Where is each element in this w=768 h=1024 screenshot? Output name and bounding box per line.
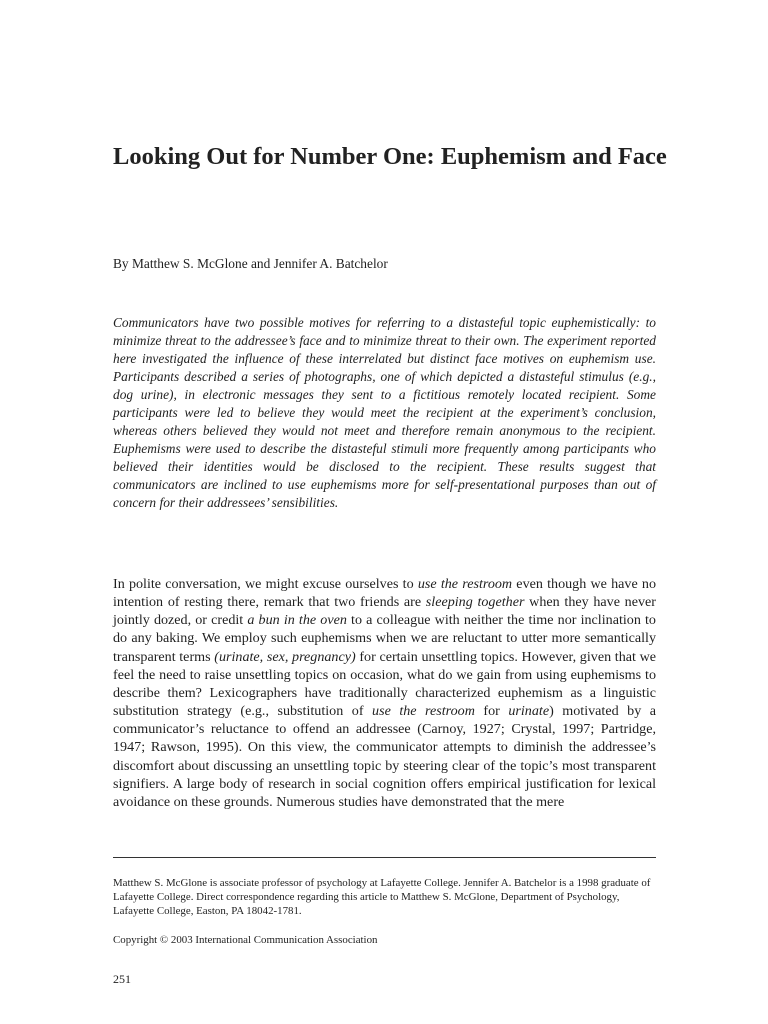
body-text-segment: for certain unsettling topics. However, given that we feel the need to raise unsettling topics on occasion, what do we gain from using euphemisms to describe them? Lexicographers have traditionally characterized euphemism as a linguistic substitution strategy (e.g., substitution of bbox=[113, 648, 657, 720]
abstract: Communicators have two possible motives for referring to a distasteful topic euphemistically: to minimize threat to the addressee’s face and to minimize threat to their own. The experiment reported here investigated the influence of these interrelated but distinct face motives on euphemism use. Participants described a series of photographs, one of which depicted a distasteful stimulus (e.g., dog urine), in electronic messages they sent to a fictitious remotely located recipient. Some participants were led to believe they would meet the recipient at the experiment’s conclusion, whereas others believed they would not meet and therefore remain anonymous to the recipient. Euphemisms were used to describe the distasteful stimuli more frequently among participants who believed their identities would be disclosed to the recipient. These results suggest that communicators are inclined to use euphemisms more for self-presentational purposes than out of concern for their addressees’ sensibilities. bbox=[113, 315, 656, 511]
author-note: Matthew S. McGlone is associate professor of psychology at Lafayette College. Jennifer A. Batchelor is a 1998 graduate of Lafayette College. Direct correspondence regarding this article to Matthew S. McGlone, Department of Psychology, Lafayette College, Easton, PA 18042-1781. bbox=[113, 877, 651, 917]
body-text-segment: In polite conversation, we might excuse ourselves to bbox=[113, 576, 418, 592]
author-byline: By Matthew S. McGlone and Jennifer A. Batchelor bbox=[113, 256, 388, 271]
copyright-notice: Copyright © 2003 International Communication Association bbox=[113, 934, 378, 946]
body-italic-term: use the restroom bbox=[417, 576, 513, 592]
body-italic-term: sleeping together bbox=[425, 594, 525, 611]
article-title: Looking Out for Number One: Euphemism and Face bbox=[113, 143, 667, 170]
body-text-segment: to a colleague with neither the time nor inclination to do any baking. We employ such euphemisms when we are reluctant to utter more semantically transparent terms bbox=[113, 612, 656, 665]
page-number: 251 bbox=[113, 972, 131, 986]
body-italic-term: use the restroom bbox=[372, 703, 475, 720]
body-paragraph bbox=[113, 575, 656, 811]
body-text-segment: ) motivated by a communicator’s reluctance to offend an addressee (Carnoy, 1927; Crystal, 1997; Partridge, 1947; Rawson, 1995). On this view, the communicator attempts to diminish the addressee’s discomfort about discussing an unsettling topic by steering clear of the topic’s most transparent signifiers. A large body of research in social cognition offers empirical justification for lexical avoidance on these grounds. Numerous studies have demonstrated that the mere bbox=[113, 703, 657, 810]
body-italic-term: (urinate, sex, pregnancy) bbox=[214, 648, 356, 665]
body-italic-term: a bun in the oven bbox=[247, 612, 347, 629]
body-text-segment: for bbox=[474, 703, 509, 720]
body-text-segment: even though we have no intention of resting there, remark that two friends are bbox=[113, 576, 656, 611]
body-text-segment: when they have never jointly dozed, or credit bbox=[113, 594, 656, 629]
footnote-divider bbox=[113, 857, 656, 858]
body-italic-term: urinate bbox=[508, 703, 550, 720]
